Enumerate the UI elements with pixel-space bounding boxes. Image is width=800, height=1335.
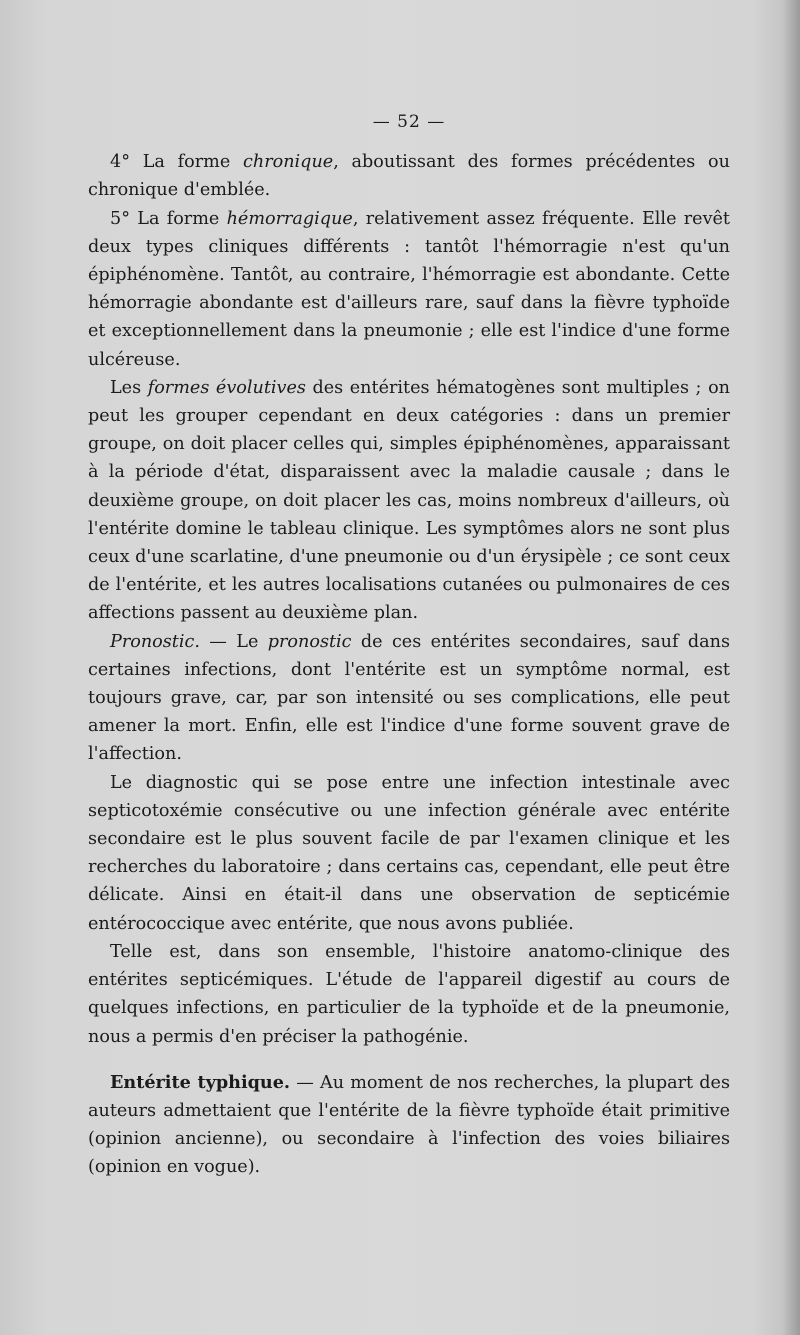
p7-heading: Entérite typhique. <box>110 1071 291 1093</box>
page-edge-shadow <box>782 0 800 1335</box>
paragraph-hemorrhagic-form <box>88 205 730 374</box>
page-text-block <box>88 108 730 1182</box>
paragraph-typhoid-enteritis <box>88 1069 730 1182</box>
p4-italic2: pronostic <box>267 631 352 652</box>
paragraph-chronic-form <box>88 148 730 204</box>
p3-lead: Les <box>110 377 148 398</box>
p1-tail: , aboutissant des formes précédentes ou chronique d'emblée. <box>88 152 730 201</box>
p1-lead: 4° La forme <box>110 152 244 173</box>
p7-tail: — Au moment de nos recherches, la plupart des auteurs admettaient que l'entérite de la fièvre typhoïde était primitive (opinion ancienne), ou secondaire à l'infection des voies biliaires (opinion en vogue). <box>88 1072 730 1178</box>
p1-italic: chronique <box>243 152 334 173</box>
paragraph-diagnosis: Le diagnostic qui se pose entre une infection intestinale avec septicotoxémie consécutive ou une infection générale avec entérite secondaire est le plus souvent facile de par l'examen clinique et les recherches du laboratoire ; dans certains cas, cependant, elle peut être délicate. Ainsi en était-il dans une observation de septicémie entérococcique avec entérite, que nous avons publiée. <box>88 772 730 934</box>
p4-tail: de ces entérites secondaires, sauf dans certaines infections, dont l'entérite est un symptôme normal, est toujours grave, car, par son intensité ou ses complications, elle peut amener la mort. Enfin, elle est l'indice d'une forme souvent grave de l'affection. <box>88 631 731 765</box>
p4-italic-lead: Pronostic. <box>110 631 200 652</box>
p4-mid: — Le <box>199 631 268 652</box>
p3-tail: des entérites hématogènes sont multiples ; on peut les grouper cependant en deux catégories : dans un premier groupe, on doit placer celles qui, simples épiphénomènes, apparaissant à la période d'état, disparaissent avec la maladie causale ; dans le deuxième groupe, on doit placer les cas, moins nombreux d'ailleurs, où l'entérite domine le tableau clinique. Les symptômes alors ne sont plus ceux d'une scarlatine, d'une pneumonie ou d'un érysipèle ; ce sont ceux de l'entérite, et les autres localisations cutanées ou pulmonaires de ces affections passent au deuxième plan. <box>88 377 730 624</box>
p2-lead: 5° La forme <box>110 208 227 229</box>
paragraph-evolutive-forms <box>88 374 730 628</box>
p3-italic: formes évolutives <box>147 377 306 398</box>
paragraph-prognosis <box>88 628 730 769</box>
p2-italic: hémorragique <box>226 208 353 229</box>
p2-tail: , relativement assez fréquente. Elle revêt deux types cliniques différents : tantôt l'hémorragie n'est qu'un épiphénomène. Tantôt, au contraire, l'hémorragie est abondante. Cette hémorragie abondante est d'ailleurs rare, sauf dans la fièvre typhoïde et exceptionnellement dans la pneumonie ; elle est l'indice d'une forme ulcéreuse. <box>88 208 730 370</box>
page-number: — 52 — <box>372 112 446 132</box>
paragraph-summary: Telle est, dans son ensemble, l'histoire anatomo-clinique des entérites septicémiques. L'étude de l'appareil digestif au cours de quelques infections, en particulier de la typhoïde et de la pneumonie, nous a permis d'en préciser la pathogénie. <box>88 941 730 1047</box>
paragraph-gap <box>88 1051 730 1069</box>
